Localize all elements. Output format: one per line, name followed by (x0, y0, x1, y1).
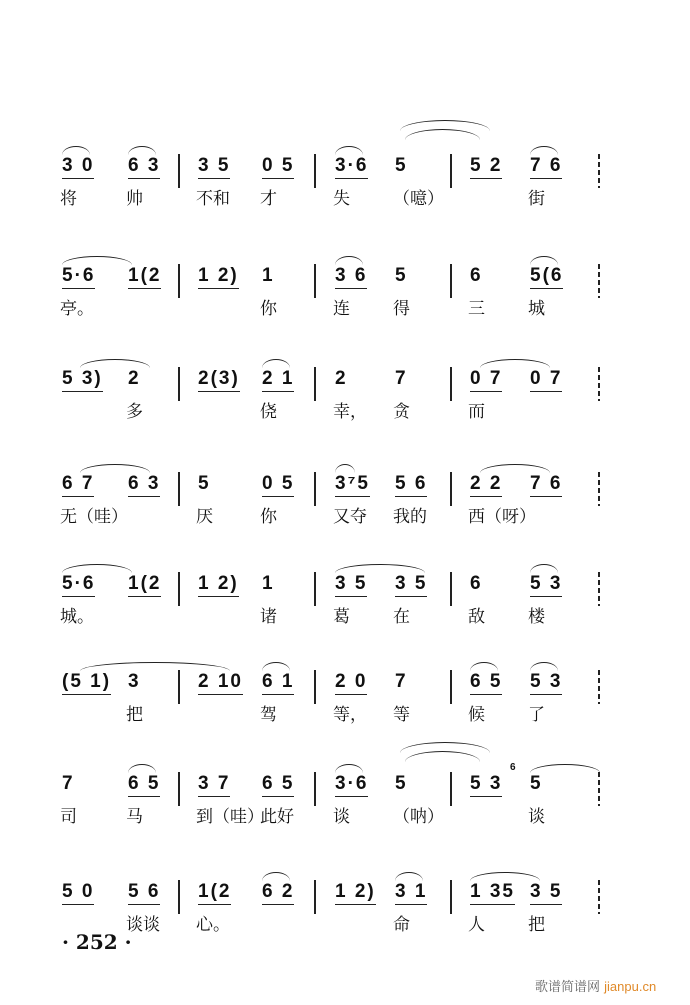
slur (395, 872, 423, 881)
slur (80, 464, 150, 473)
barline (598, 154, 600, 188)
lyric: 葛 (333, 607, 350, 627)
slur (480, 359, 550, 368)
slur (262, 662, 290, 671)
lyric: 才 (260, 189, 277, 209)
barline (178, 367, 180, 401)
lyric: 将 (60, 189, 77, 209)
barline (314, 880, 316, 914)
note-group: 5 2 (470, 156, 502, 179)
slur (470, 662, 498, 671)
barline (450, 670, 452, 704)
lyric: 把 (126, 705, 143, 725)
lyric: 而 (468, 402, 485, 422)
note-group: 3·6 (335, 156, 368, 179)
slur (80, 359, 150, 368)
note-group: 7 6 (530, 474, 562, 497)
lyric: 无（哇） (60, 507, 128, 527)
lyric: 得 (393, 299, 410, 319)
barline (598, 880, 600, 914)
barline (314, 472, 316, 506)
slur (62, 146, 90, 155)
score-system-6 (0, 648, 563, 728)
note-group: 3 1 (395, 882, 427, 905)
slur (530, 146, 558, 155)
lyric: 谈谈 (126, 915, 160, 935)
slur (335, 764, 363, 773)
note-group: 0 5 (262, 156, 294, 179)
barline (314, 670, 316, 704)
page-number: · 252 · (62, 930, 132, 954)
note-group: 1 (262, 573, 275, 594)
note-group: 5 0 (62, 882, 94, 905)
note-group: 2 0 (335, 672, 367, 695)
note-group: 0 7 (530, 369, 562, 392)
lyric: 人 (468, 915, 485, 935)
lyric: 三 (468, 299, 485, 319)
note-group: 1 2) (198, 266, 239, 289)
lyric: 幸， (333, 402, 367, 422)
note-group: 3 5 (335, 574, 367, 597)
barline (598, 472, 600, 506)
slur (80, 662, 230, 671)
note-group: 5(6 (530, 266, 563, 289)
note-group: 7 6 (530, 156, 562, 179)
lyric: 马 (126, 807, 143, 827)
lyric: 把 (528, 915, 545, 935)
slur (480, 464, 550, 473)
lyric: 命 (393, 915, 410, 935)
note-group: 6 (470, 265, 483, 286)
barline (450, 772, 452, 806)
lyric: 敌 (468, 607, 485, 627)
note-group: 2 (335, 368, 348, 389)
barline (598, 572, 600, 606)
note-group: 5 (198, 473, 211, 494)
lyric: 城。 (60, 607, 94, 627)
lyric: 此好 (260, 807, 294, 827)
lyric: 司 (60, 807, 77, 827)
barline (598, 772, 600, 806)
score-system-7 (0, 750, 560, 830)
note-group: 7 (62, 773, 75, 794)
score-system-2 (0, 242, 564, 322)
note-group: 3⁷5 (335, 474, 370, 497)
barline (178, 670, 180, 704)
lyric: 街 (528, 189, 545, 209)
lyric: 不和 (196, 189, 230, 209)
barline (314, 367, 316, 401)
note-group: 0 5 (262, 474, 294, 497)
note-group: 2 10 (198, 672, 243, 695)
barline (450, 154, 452, 188)
note-group: 1 2) (335, 882, 376, 905)
note-group: 5 3 (530, 672, 562, 695)
barline (450, 880, 452, 914)
slur (335, 564, 425, 573)
note-group: 3·6 (335, 774, 368, 797)
note-group: (5 1) (62, 672, 111, 695)
note-group: 5 (395, 265, 408, 286)
note-group: 3 5 (395, 574, 427, 597)
lyric: 失 (333, 189, 350, 209)
score-system-3 (0, 345, 563, 425)
lyric: 了 (528, 705, 545, 725)
lyric: 等， (333, 705, 367, 725)
barline (598, 264, 600, 298)
note-group: 6 5 (470, 672, 502, 695)
slur (470, 872, 540, 881)
note-group: 3 5 (198, 156, 230, 179)
note-group: 5 (395, 155, 408, 176)
lyric: 你 (260, 507, 277, 527)
score-system-5 (0, 550, 563, 630)
watermark-en: jianpu.cn (604, 979, 657, 994)
lyric: 连 (333, 299, 350, 319)
barline (178, 880, 180, 914)
slur (530, 764, 600, 773)
barline (314, 154, 316, 188)
lyric: （噫） (393, 189, 444, 209)
slur (335, 464, 355, 473)
note-group: 1 (262, 265, 275, 286)
lyric: 谈 (333, 807, 350, 827)
lyric: （呐） (393, 807, 444, 827)
slur (128, 764, 156, 773)
note-group: 7 (395, 368, 408, 389)
slur (530, 256, 558, 265)
lyric: 在 (393, 607, 410, 627)
slur (530, 662, 558, 671)
note-group: 0 7 (470, 369, 502, 392)
barline (598, 670, 600, 704)
lyric: 楼 (528, 607, 545, 627)
note-group: 5·6 (62, 266, 95, 289)
note-group: 6 2 (262, 882, 294, 905)
lyric: 贪 (393, 402, 410, 422)
slur (262, 359, 290, 368)
note-group: 2 1 (262, 369, 294, 392)
lyric: 帅 (126, 189, 143, 209)
note-group: 3 7 (198, 774, 230, 797)
score-system-8 (0, 858, 563, 938)
lyric: 到（哇） (196, 807, 264, 827)
slur (62, 256, 132, 265)
note-group: 6 3 (128, 156, 160, 179)
note-group: 2 2 (470, 474, 502, 497)
slur (335, 256, 363, 265)
note-group: 1(2 (128, 574, 161, 597)
lyric: 谈 (528, 807, 545, 827)
note-group: 3 5 (530, 882, 562, 905)
note-group: 7 (395, 671, 408, 692)
note-group: 5 3 (470, 774, 502, 797)
note-group: 6 1 (262, 672, 294, 695)
slur (262, 872, 290, 881)
note-group: 5 3 (530, 574, 562, 597)
note-group: 1(2 (198, 882, 231, 905)
note-group: 6 5 (262, 774, 294, 797)
note-group: 2 (128, 368, 141, 389)
barline (178, 472, 180, 506)
slur (335, 146, 363, 155)
note-group: 3 0 (62, 156, 94, 179)
note-group: 5 6 (395, 474, 427, 497)
lyric: 等 (393, 705, 410, 725)
note-group: 5·6 (62, 574, 95, 597)
barline (178, 572, 180, 606)
grace-note: 6 (510, 762, 516, 773)
barline (314, 264, 316, 298)
score-system-1 (0, 132, 563, 212)
lyric: 城 (528, 299, 545, 319)
note-group: 5 (395, 773, 408, 794)
lyric: 心。 (196, 915, 230, 935)
watermark-cn: 歌谱简谱网 (535, 980, 601, 995)
slur (62, 564, 132, 573)
note-group: 5 6 (128, 882, 160, 905)
barline (450, 264, 452, 298)
barline (178, 154, 180, 188)
note-group: 5 3) (62, 369, 103, 392)
lyric: 我的 (393, 507, 427, 527)
lyric: 你 (260, 299, 277, 319)
lyric: 侥 (260, 402, 277, 422)
note-group: 2(3) (198, 369, 240, 392)
watermark (535, 976, 656, 995)
slur (128, 146, 156, 155)
barline (598, 367, 600, 401)
barline (450, 367, 452, 401)
lyric: 候 (468, 705, 485, 725)
lyric: 亭。 (60, 299, 94, 319)
note-group: 6 3 (128, 474, 160, 497)
note-group: 6 5 (128, 774, 160, 797)
lyric: 多 (126, 402, 143, 422)
lyric: 驾 (260, 705, 277, 725)
slur (530, 564, 558, 573)
barline (178, 772, 180, 806)
score-system-4 (0, 450, 563, 530)
note-group: 3 6 (335, 266, 367, 289)
lyric: 诸 (260, 607, 277, 627)
barline (314, 772, 316, 806)
note-group: 6 (470, 573, 483, 594)
barline (314, 572, 316, 606)
lyric: 厌 (196, 507, 213, 527)
lyric: 又夺 (333, 507, 367, 527)
note-group: 5 (530, 773, 543, 794)
note-group: 1 35 (470, 882, 515, 905)
note-group: 3 (128, 671, 141, 692)
note-group: 1(2 (128, 266, 161, 289)
barline (178, 264, 180, 298)
barline (450, 572, 452, 606)
note-group: 1 2) (198, 574, 239, 597)
barline (450, 472, 452, 506)
note-group: 6 7 (62, 474, 94, 497)
lyric: 西（呀） (468, 507, 536, 527)
